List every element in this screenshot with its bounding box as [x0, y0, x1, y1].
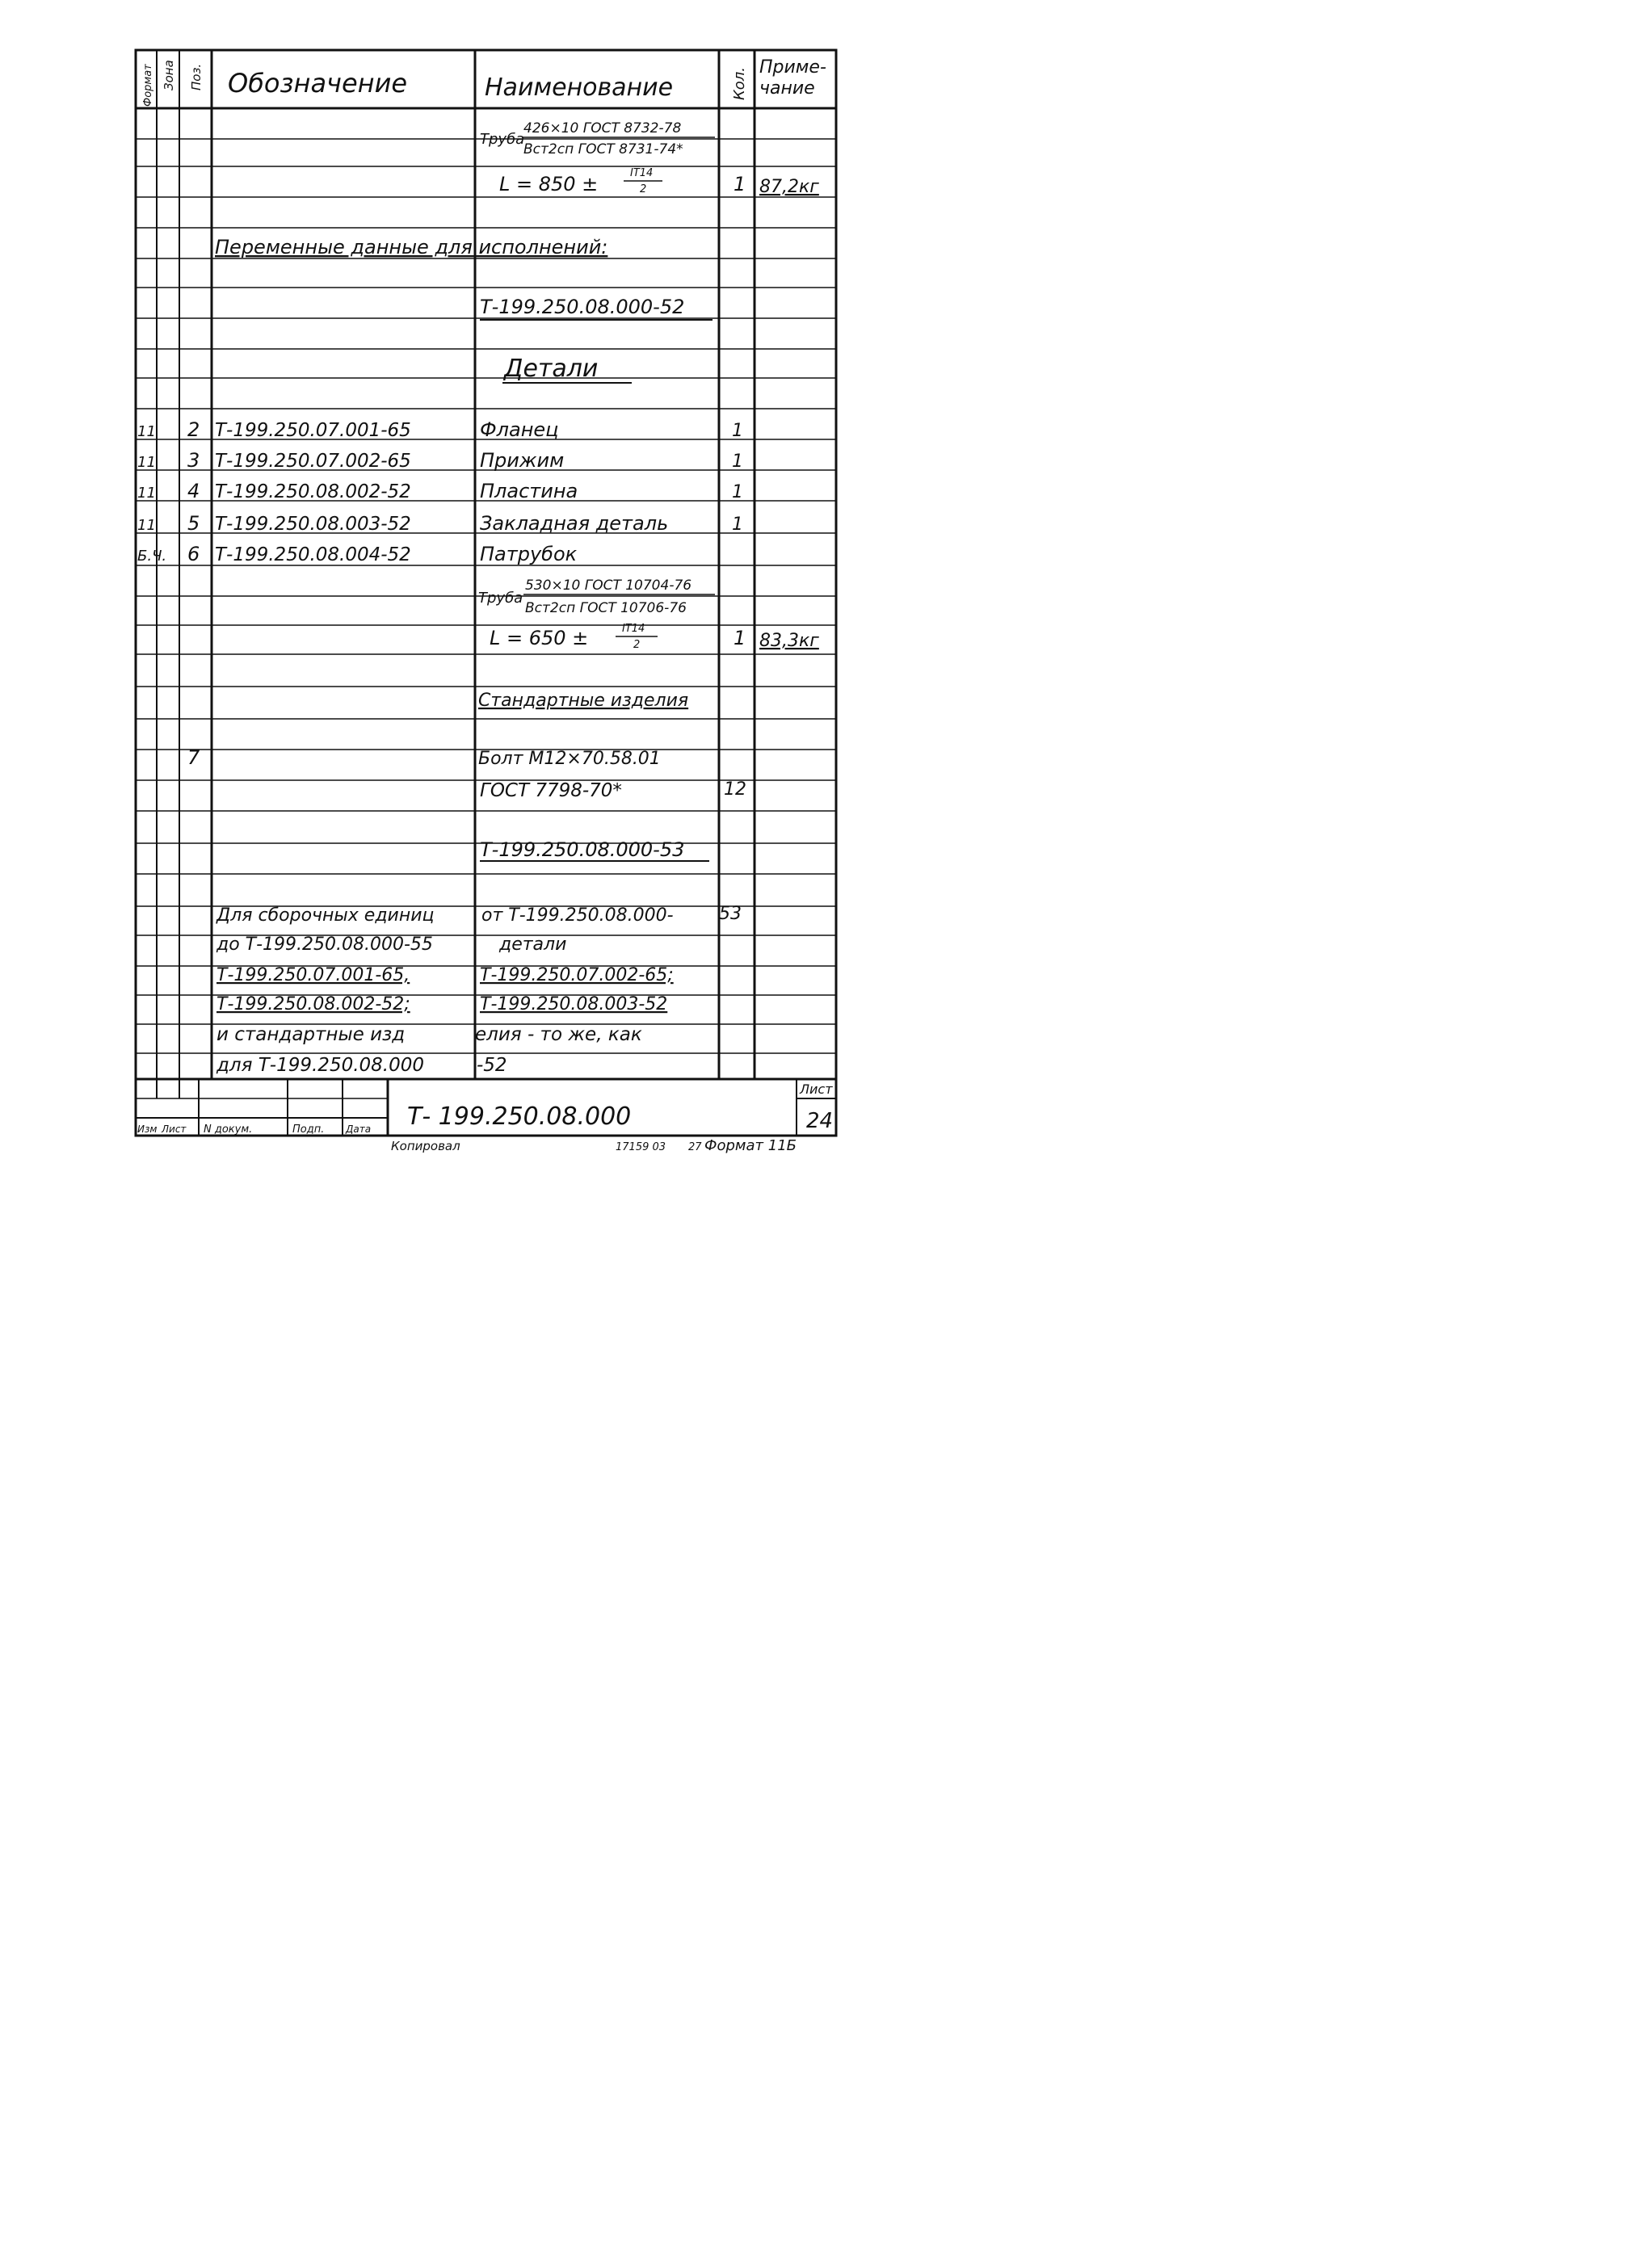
len1-text: L = 850 ±: [499, 173, 599, 195]
table-header: [142, 57, 826, 107]
col-list: Лист: [162, 1124, 187, 1135]
note-line5-left: и стандартные изд: [216, 1024, 406, 1045]
footer-code: 27: [688, 1141, 702, 1153]
detail-format: 11: [137, 485, 156, 502]
pipe2-denominator: Вст2сп ГОСТ 10706-76: [525, 600, 687, 616]
detail-pos: 4: [187, 480, 200, 502]
detail-designation: Т-199.250.07.002-65: [215, 451, 411, 472]
detail-designation: Т-199.250.07.001-65: [215, 420, 411, 441]
header-note-line2: чание: [759, 78, 815, 99]
sheet-number: 24: [806, 1109, 834, 1133]
footer-copied: Копировал: [391, 1139, 460, 1153]
specification-sheet: [0, 0, 914, 1292]
len2-text: L = 650 ±: [490, 627, 589, 649]
detail-name: Пластина: [480, 480, 578, 502]
detail-pos: 5: [187, 512, 200, 535]
note-line1-left: Для сборочных единиц: [216, 905, 435, 926]
footer-inv: 17159 03: [616, 1141, 666, 1153]
col-date: Дата: [346, 1124, 372, 1135]
col-izm: Изм: [137, 1124, 158, 1135]
pipe1-label: Труба: [480, 131, 525, 148]
detail-pos: 2: [187, 418, 200, 441]
bolt-gost: ГОСТ 7798-70*: [480, 780, 622, 801]
detail-designation: Т-199.250.08.003-52: [215, 514, 411, 535]
detail-qty: 1: [732, 514, 743, 535]
doc-number: Т- 199.250.08.000: [407, 1102, 632, 1131]
note-line4-left: Т-199.250.08.002-52;: [216, 994, 410, 1014]
detail-qty: 1: [732, 482, 743, 502]
detail-designation: Т-199.250.08.004-52: [215, 544, 411, 565]
col-sign: Подп.: [292, 1124, 325, 1136]
detail-name: Закладная деталь: [480, 512, 669, 535]
detail-format: Б.Ч.: [137, 548, 167, 565]
note-line2-right: детали: [499, 934, 567, 955]
detail-name: Патрубок: [480, 543, 578, 565]
note-line3-left: Т-199.250.07.001-65,: [216, 965, 410, 985]
sheet-footer: [391, 1137, 797, 1154]
standard-heading: Стандартные изделия: [478, 691, 689, 711]
detail-format: 11: [137, 423, 156, 440]
note-line2-left: до Т-199.250.08.000-55: [216, 934, 433, 955]
detail-items: [137, 418, 743, 565]
detail-name: Фланец: [480, 418, 559, 441]
detail-format: 11: [137, 454, 156, 471]
note-line5-right: елия - то же, как: [475, 1024, 642, 1045]
note-line6-right: -52: [477, 1055, 507, 1076]
len2-qty: 1: [734, 627, 746, 649]
detail-pos: 6: [187, 543, 200, 565]
details-heading: Детали: [504, 355, 599, 383]
title-block: [137, 1082, 833, 1136]
header-name: Наименование: [485, 74, 674, 102]
header-format: Формат: [142, 64, 154, 107]
pipe1-numerator: 426×10 ГОСТ 8732-78: [523, 120, 682, 136]
note-line4-right: Т-199.250.08.003-52: [480, 994, 668, 1014]
header-pos: Поз.: [189, 63, 204, 90]
detail-qty: 1: [732, 421, 743, 441]
pipe2-numerator: 530×10 ГОСТ 10704-76: [525, 578, 692, 594]
detail-designation: Т-199.250.08.002-52: [215, 481, 411, 502]
detail-format: 11: [137, 517, 156, 534]
variant52: Т-199.250.08.000-52: [480, 296, 685, 318]
len2-tol-num: IT14: [622, 623, 645, 635]
detail-qty: 1: [732, 452, 743, 472]
len1-note: 87,2кг: [759, 177, 819, 197]
header-qty: Кол.: [731, 66, 748, 100]
note-line1-right: от Т-199.250.08.000-: [481, 905, 674, 926]
note-line3-right: Т-199.250.07.002-65;: [480, 965, 674, 985]
len2-note: 83,3кг: [759, 631, 819, 651]
len1-tol-den: 2: [640, 183, 647, 195]
detail-name: Прижим: [480, 449, 565, 472]
header-designation: Обозначение: [228, 68, 408, 99]
note-line6-left: для Т-199.250.08.000: [216, 1055, 424, 1076]
variable-data-heading: Переменные данные для исполнений:: [215, 236, 608, 258]
footer-format: Формат 11Б: [704, 1137, 797, 1154]
len1-qty: 1: [734, 173, 746, 195]
bolt-pos: 7: [187, 746, 200, 769]
table-body: [137, 120, 819, 1076]
bolt-qty: 12: [724, 779, 746, 800]
header-zone: Зона: [162, 60, 176, 90]
pipe2-label: Труба: [478, 590, 523, 607]
pipe1-denominator: Вст2сп ГОСТ 8731-74*: [523, 141, 683, 158]
bolt-name: Болт М12×70.58.01: [478, 749, 661, 769]
len2-tol-den: 2: [633, 639, 641, 651]
note-line1-qty: 53: [719, 904, 742, 924]
header-note-line1: Приме-: [759, 57, 826, 78]
len1-tol-num: IT14: [630, 167, 654, 179]
col-docnum: N докум.: [204, 1124, 253, 1136]
variant53: Т-199.250.08.000-53: [480, 838, 685, 861]
sheet-label: Лист: [800, 1082, 833, 1097]
detail-pos: 3: [187, 449, 200, 472]
